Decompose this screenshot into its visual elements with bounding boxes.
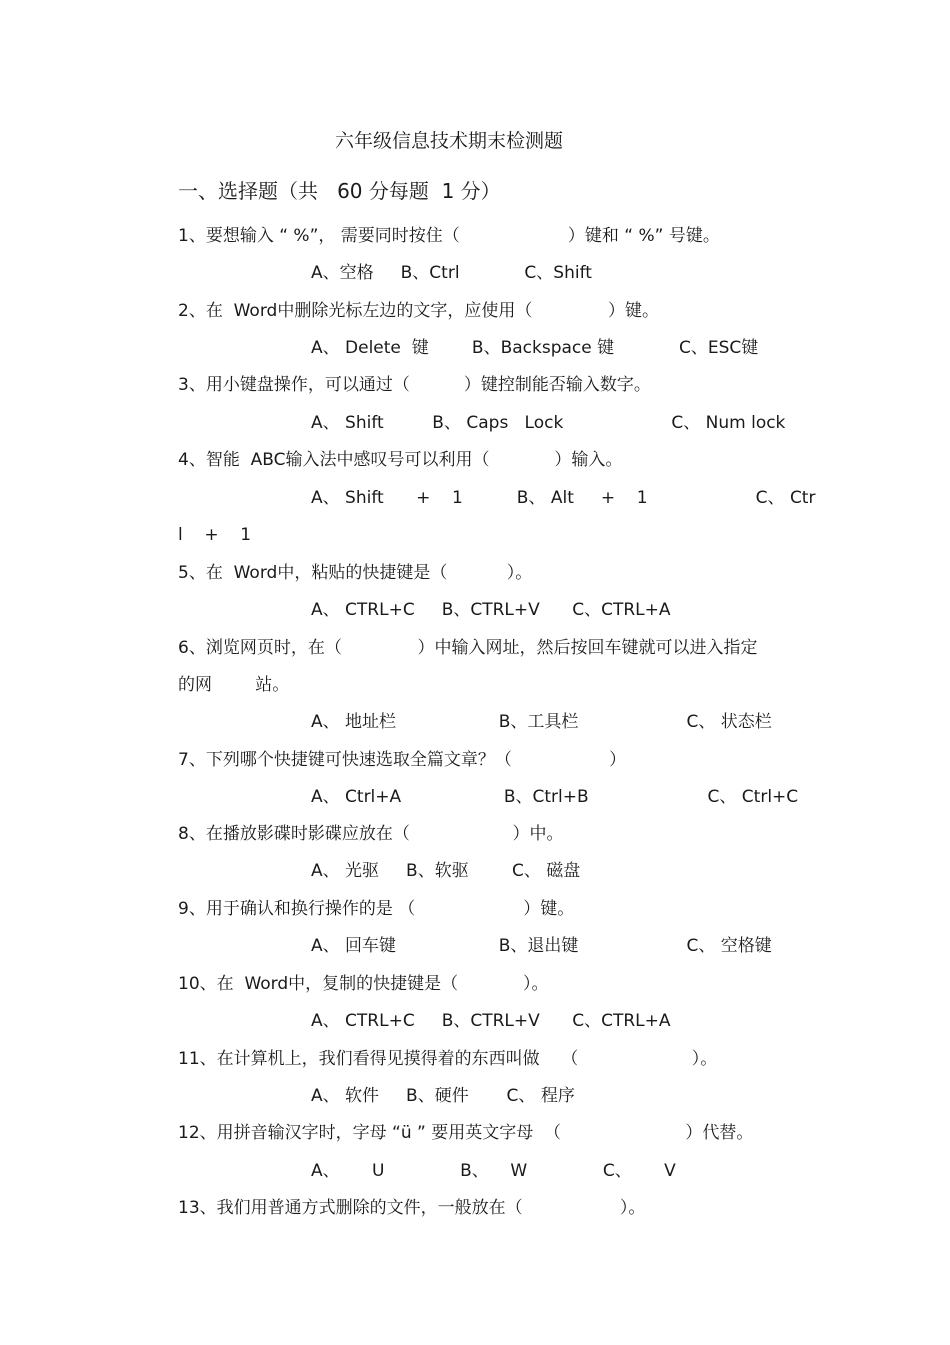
question-4: 4、智能 ABC输入法中感叹号可以利用（ ）输入。 — [178, 450, 623, 470]
question-3: 3、用小键盘操作，可以通过（ ）键控制能否输入数字。 — [178, 375, 651, 395]
question-1: 1、要想输入 “ %”， 需要同时按住（ ）键和 “ %” 号键。 — [178, 226, 720, 246]
options-2: A、 Delete 键 B、Backspace 键 C、ESC键 — [311, 338, 759, 358]
options-4: A、 Shift + 1 B、 Alt + 1 C、 Ctr — [311, 488, 816, 508]
question-13: 13、我们用普通方式删除的文件，一般放在（ ）。 — [178, 1198, 646, 1218]
question-6: 6、浏览网页时，在（ ）中输入网址，然后按回车键就可以进入指定 — [178, 638, 758, 658]
question-7: 7、下列哪个快捷键可快速选取全篇文章？（ ） — [178, 750, 627, 770]
options-5: A、 CTRL+C B、CTRL+V C、CTRL+A — [311, 600, 671, 620]
question-8: 8、在播放影碟时影碟应放在（ ）中。 — [178, 824, 564, 844]
options-11: A、 软件 B、硬件 C、 程序 — [311, 1086, 575, 1106]
options-3: A、 Shift B、 Caps Lock C、 Num lock — [311, 413, 786, 433]
question-12: 12、用拼音输汉字时，字母 “ü ” 要用英文字母 （ ）代替。 — [178, 1123, 754, 1143]
options-4-continued: l + 1 — [178, 525, 252, 545]
options-10: A、 CTRL+C B、CTRL+V C、CTRL+A — [311, 1011, 671, 1031]
options-8: A、 光驱 B、软驱 C、 磁盘 — [311, 861, 581, 881]
question-2: 2、在 Word中删除光标左边的文字，应使用（ ）键。 — [178, 301, 659, 321]
options-9: A、 回车键 B、退出键 C、 空格键 — [311, 936, 772, 956]
options-7: A、 Ctrl+A B、Ctrl+B C、 Ctrl+C — [311, 787, 799, 807]
options-12: A、 U B、 W C、 V — [311, 1161, 676, 1181]
section-heading: 一、选择题（共 60 分每题 1 分） — [178, 179, 501, 203]
options-6: A、 地址栏 B、工具栏 C、 状态栏 — [311, 712, 772, 732]
question-6-continued: 的网 站。 — [178, 675, 290, 695]
question-11: 11、在计算机上，我们看得见摸得着的东西叫做 （ ）。 — [178, 1049, 718, 1069]
question-10: 10、在 Word中，复制的快捷键是（ ）。 — [178, 974, 549, 994]
options-1: A、空格 B、Ctrl C、Shift — [311, 263, 592, 283]
question-5: 5、在 Word中，粘贴的快捷键是（ ）。 — [178, 563, 533, 583]
document-title: 六年级信息技术期末检测题 — [335, 130, 564, 152]
question-9: 9、用于确认和换行操作的是 （ ）键。 — [178, 899, 575, 919]
